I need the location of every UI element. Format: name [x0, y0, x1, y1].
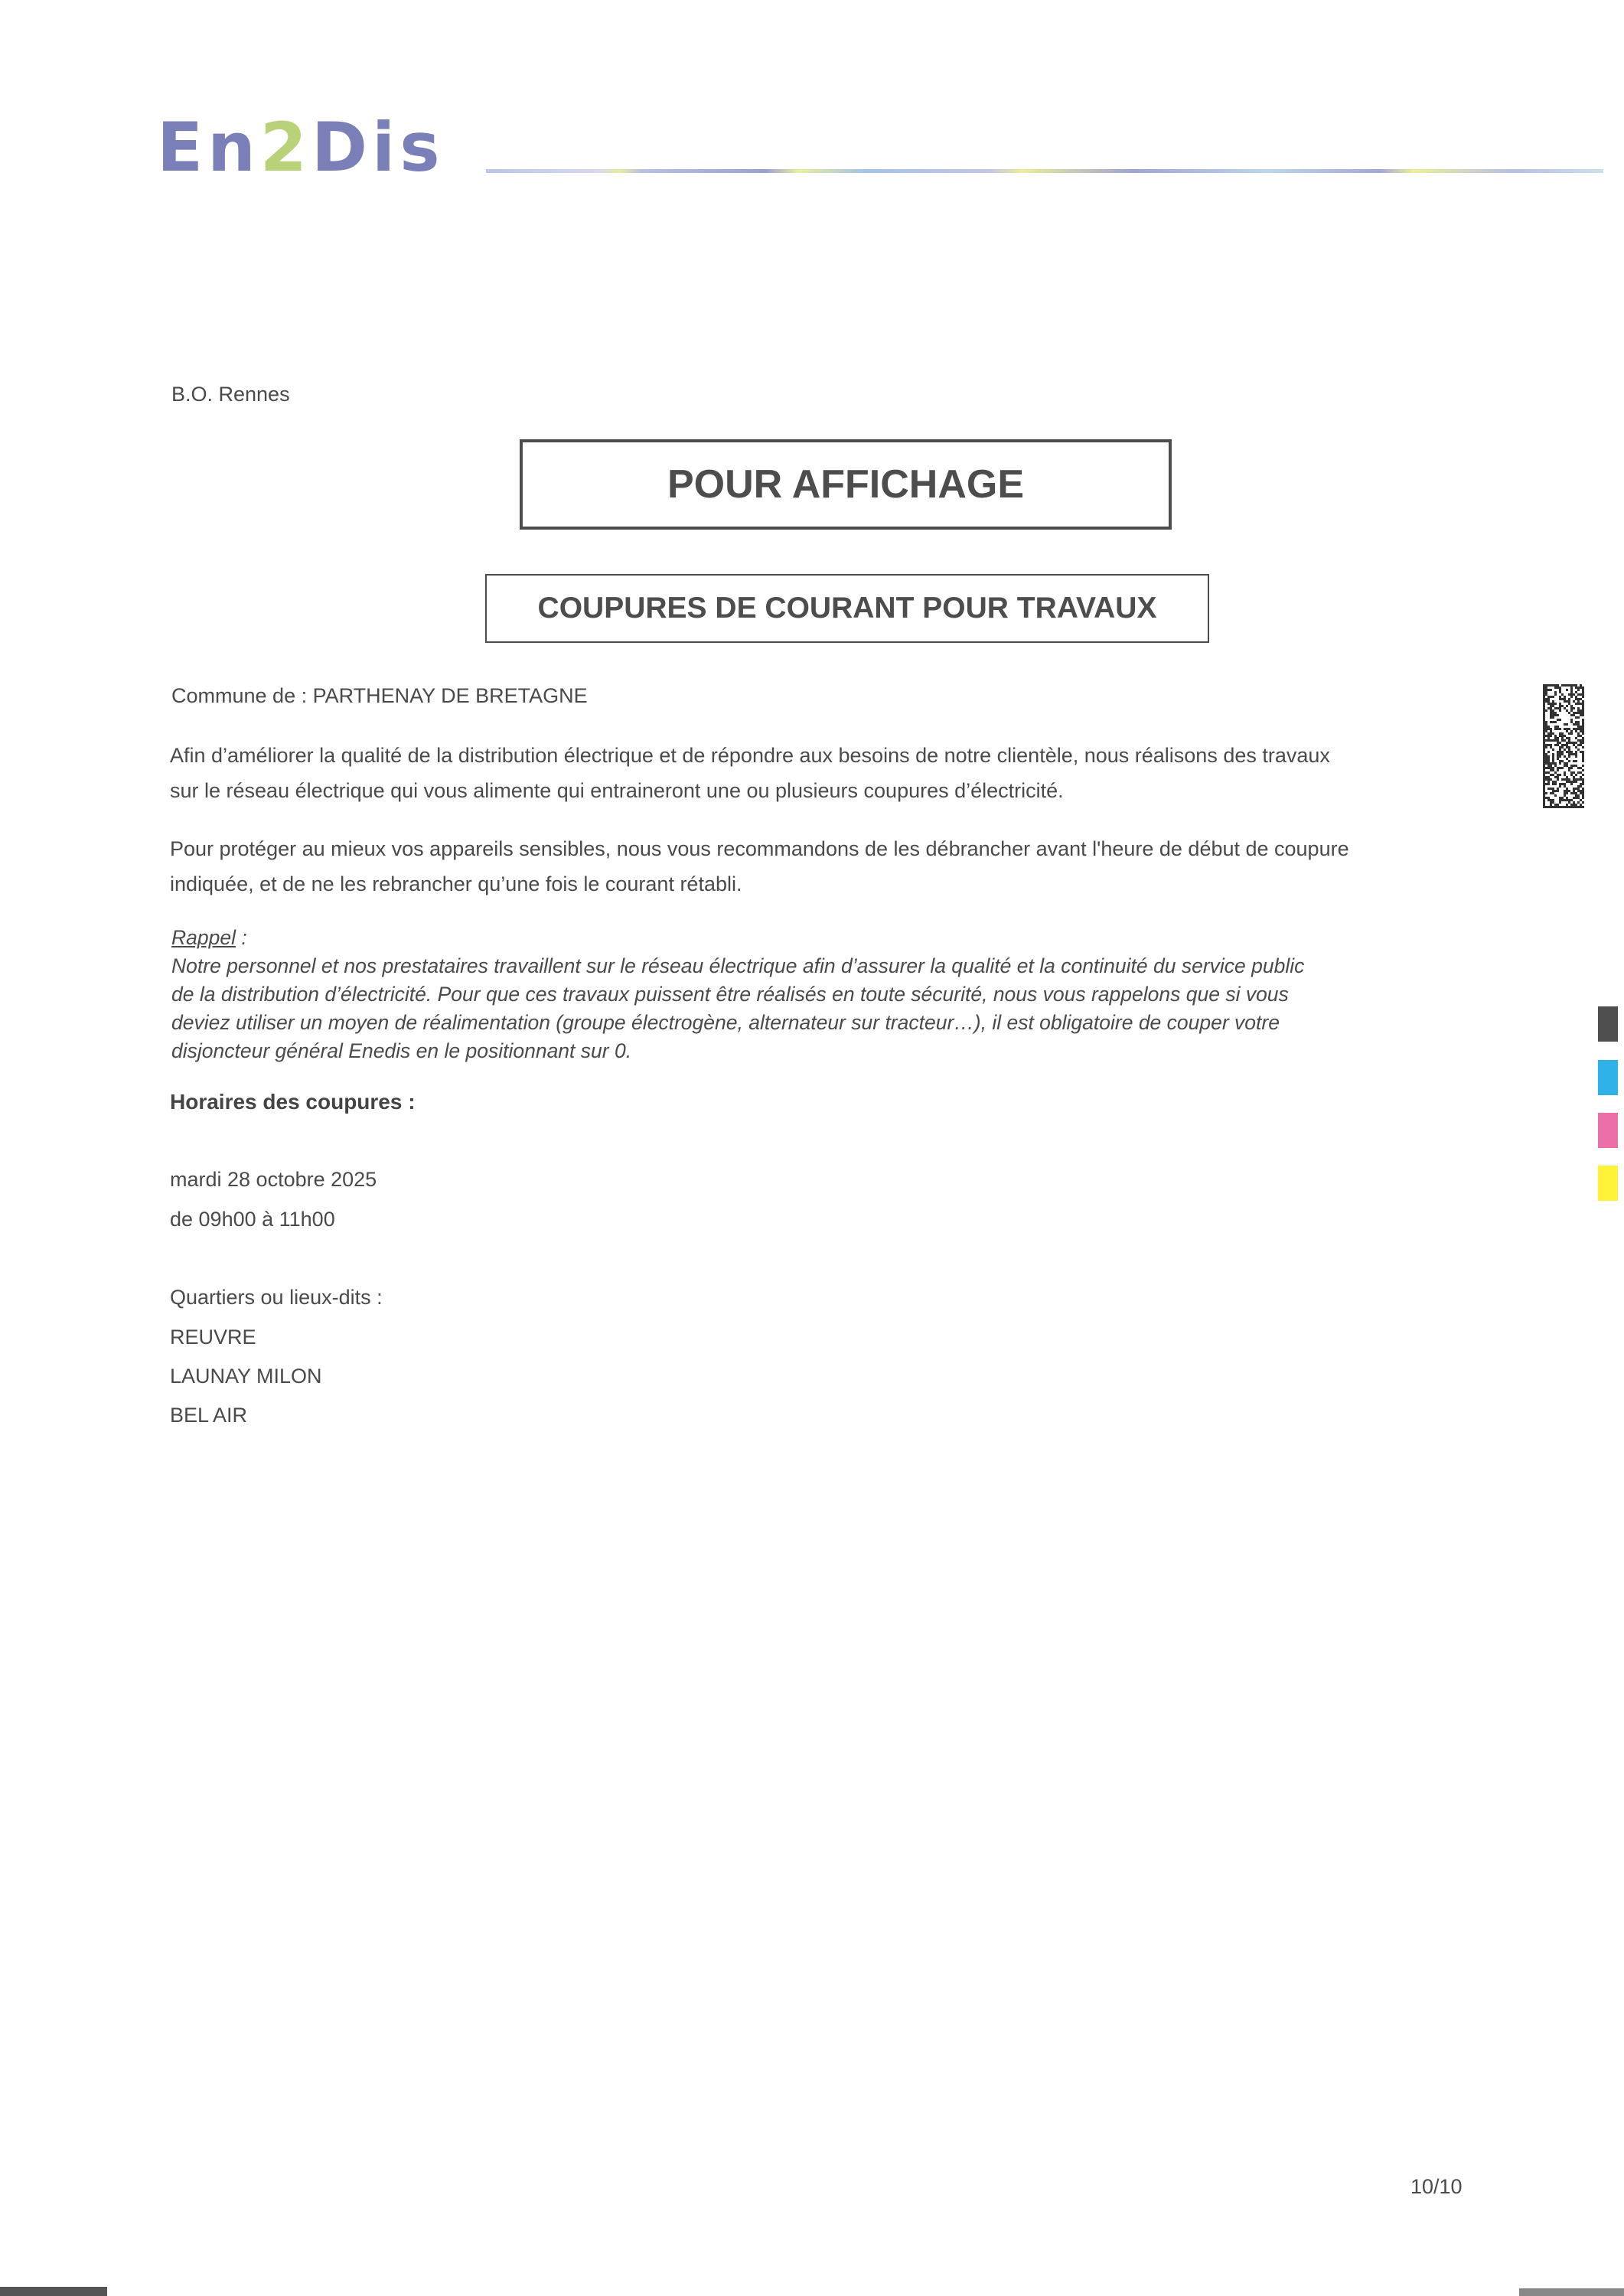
logo-part-2: 2 — [259, 108, 311, 187]
outage-date: mardi 28 octobre 2025 — [170, 1168, 377, 1191]
recommendation-line-2: indiquée, et de ne les rebrancher qu’une fois le courant rétabli. — [170, 872, 742, 895]
side-print-code — [0, 1611, 18, 1864]
rappel-heading — [171, 924, 1472, 952]
color-bar-yellow — [1598, 1166, 1618, 1201]
rappel-line-1: Notre personnel et nos prestataires travaillent sur le réseau électrique afin d’assurer la qualité et la continuité du service public — [171, 954, 1305, 977]
commune-line — [171, 678, 588, 713]
lieu-item: REUVRE — [170, 1326, 256, 1349]
rappel-line-2: de la distribution d’électricité. Pour que ces travaux puissent être réalisés en toute sécurité, nous vous rappelons que si vous — [171, 983, 1289, 1006]
logo-part-1: En — [157, 108, 260, 187]
logo-wordmark — [157, 108, 463, 187]
recommendation-paragraph — [170, 831, 1486, 902]
color-bar-black — [1598, 1006, 1618, 1042]
rappel-line-3: deviez utiliser un moyen de réalimentation (groupe électrogène, alternateur sur tracteur…), il est obligatoire de couper votre — [171, 1011, 1280, 1034]
pour-affichage-box — [520, 439, 1172, 530]
rappel-line-4: disjoncteur général Enedis en le positionnant sur 0. — [171, 1039, 632, 1062]
color-bar-cyan — [1598, 1060, 1618, 1095]
header-rule — [486, 169, 1603, 173]
lieux-title: Quartiers ou lieux-dits : — [170, 1286, 383, 1309]
scan-edge-mark-right — [1519, 2288, 1624, 2296]
lieu-item: BEL AIR — [170, 1404, 248, 1427]
commune-value: PARTHENAY DE BRETAGNE — [312, 684, 588, 707]
color-bar-magenta — [1598, 1113, 1618, 1148]
recommendation-line-1: Pour protéger au mieux vos appareils sensibles, nous vous recommandons de les débrancher avant l'heure de début de coupure — [170, 837, 1349, 860]
scan-edge-mark-left — [0, 2287, 107, 2296]
coupures-box — [485, 574, 1209, 643]
bo-label: B.O. Rennes — [171, 383, 290, 406]
lieu-item: LAUNAY MILON — [170, 1365, 322, 1388]
outage-hours: de 09h00 à 11h00 — [170, 1208, 335, 1231]
rappel-title: Rappel — [171, 926, 236, 949]
page-number: 10/10 — [1410, 2175, 1463, 2198]
commune-label: Commune de : — [171, 684, 308, 707]
horaires-title: Horaires des coupures : — [170, 1090, 416, 1114]
coupures-title: COUPURES DE COURANT POUR TRAVAUX — [537, 592, 1157, 625]
pour-affichage-title: POUR AFFICHAGE — [667, 462, 1025, 507]
datamatrix-code-icon — [1543, 683, 1584, 809]
intro-paragraph — [170, 738, 1486, 808]
rappel-colon: : — [235, 926, 247, 949]
enedis-logo — [157, 108, 463, 187]
rappel-block — [171, 924, 1472, 1065]
intro-line-2: sur le réseau électrique qui vous alimente qui entraineront une ou plusieurs coupures d’électricité. — [170, 779, 1064, 802]
logo-part-3: Dis — [311, 108, 445, 187]
intro-line-1: Afin d’améliorer la qualité de la distribution électrique et de répondre aux besoins de notre clientèle, nous réalisons des travaux — [170, 744, 1330, 767]
